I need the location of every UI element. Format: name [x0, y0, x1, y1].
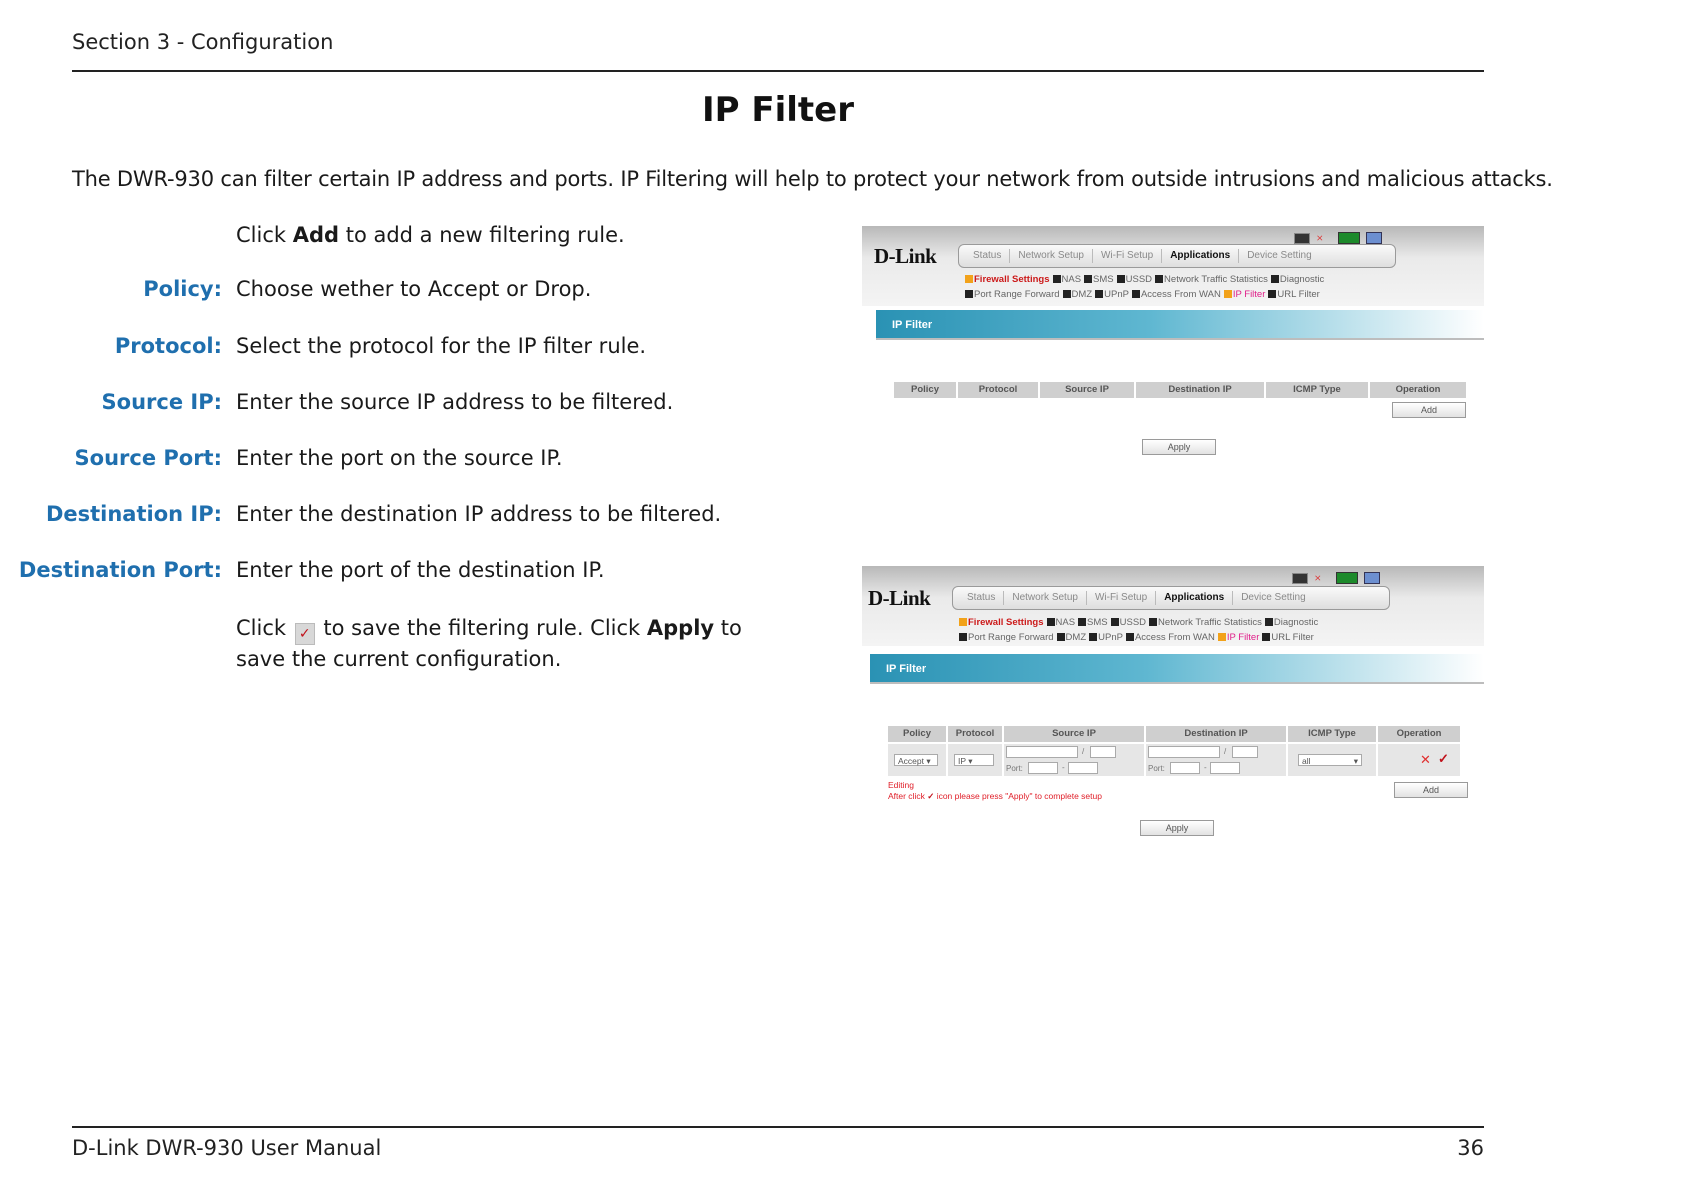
menu-arrow-icon — [1265, 618, 1273, 626]
menu-arrow-icon — [965, 275, 973, 283]
submenu-dmz[interactable]: DMZ — [1071, 289, 1093, 300]
router-tabbar — [952, 586, 1390, 610]
field-desc-policy: Choose wether to Accept or Drop. — [236, 277, 592, 301]
field-desc-source-port: Enter the port on the source IP. — [236, 446, 563, 470]
tab-wifi-setup[interactable]: Wi-Fi Setup — [1093, 249, 1162, 263]
add-instruction-pre: Click — [236, 223, 293, 247]
dlink-logo: D-Link — [868, 586, 931, 610]
page-title-bar: IP Filter — [870, 654, 1484, 684]
destination-mask-input[interactable] — [1232, 746, 1258, 758]
field-label-source-port: Source Port: — [74, 446, 222, 470]
menu-arrow-icon — [1089, 633, 1097, 641]
menu-arrow-icon — [1047, 618, 1055, 626]
field-label-destination-port: Destination Port: — [18, 558, 222, 582]
status-tray — [1294, 232, 1382, 244]
add-instruction-bold: Add — [292, 223, 340, 247]
submenu-access-from-wan[interactable]: Access From WAN — [1134, 632, 1215, 643]
menu-arrow-icon — [1126, 633, 1134, 641]
col-operation: Operation — [1378, 726, 1460, 742]
submenu-row-1 — [962, 273, 1324, 287]
col-destination-ip: Destination IP — [1146, 726, 1286, 742]
source-port-end-input[interactable] — [1068, 762, 1098, 774]
field-label-destination-ip: Destination IP: — [45, 502, 222, 526]
tab-device-setting[interactable]: Device Setting — [1241, 592, 1306, 603]
add-instruction-post: to add a new filtering rule. — [339, 223, 625, 247]
add-button[interactable]: Add — [1394, 782, 1468, 798]
status-tray — [1292, 572, 1380, 584]
tab-status[interactable]: Status — [965, 249, 1010, 263]
router-screenshot-list — [862, 226, 1484, 456]
protocol-select[interactable] — [954, 754, 994, 766]
section-header: Section 3 - Configuration — [72, 30, 334, 54]
clients-icon — [1364, 572, 1380, 584]
submenu-sms[interactable]: SMS — [1087, 617, 1108, 628]
tab-status[interactable]: Status — [959, 591, 1004, 605]
page-number: 36 — [1457, 1136, 1484, 1160]
battery-icon — [1338, 232, 1360, 244]
menu-arrow-icon — [965, 290, 973, 298]
edit-cell-source-ip — [1004, 744, 1144, 776]
apply-button[interactable]: Apply — [1142, 439, 1216, 455]
destination-port-start-input[interactable] — [1170, 762, 1200, 774]
field-label-protocol: Protocol: — [114, 334, 222, 358]
policy-select[interactable] — [894, 754, 938, 766]
tab-network-setup[interactable]: Network Setup — [1010, 249, 1093, 263]
save-instruction-mid: to save the filtering rule. Click — [316, 616, 647, 640]
field-label-source-ip: Source IP: — [101, 390, 222, 414]
icmp-select-value: all — [1302, 756, 1311, 766]
destination-ip-input[interactable] — [1148, 746, 1220, 758]
checkmark-icon: ✓ — [295, 623, 315, 645]
router-tabbar — [958, 244, 1396, 268]
field-desc-protocol: Select the protocol for the IP filter rule. — [236, 334, 647, 358]
col-icmp-type: ICMP Type — [1288, 726, 1376, 742]
hint-pre: After click — [888, 791, 928, 801]
submenu-diagnostic[interactable]: Diagnostic — [1273, 617, 1319, 628]
submenu-row-1 — [956, 616, 1318, 630]
dropdown-arrow-icon: ▾ — [926, 756, 931, 766]
submenu-firewall-settings[interactable]: Firewall Settings — [974, 274, 1050, 285]
submenu-nas[interactable]: NAS — [1061, 274, 1082, 285]
menu-arrow-icon — [1078, 618, 1086, 626]
col-icmp-type: ICMP Type — [1266, 382, 1368, 398]
menu-arrow-icon — [1053, 275, 1061, 283]
menu-arrow-icon — [1111, 618, 1119, 626]
submenu-network-traffic-statistics[interactable]: Network Traffic Statistics — [1158, 617, 1262, 628]
protocol-select-value: IP — [958, 756, 966, 766]
menu-arrow-icon — [1271, 275, 1279, 283]
submenu-firewall-settings[interactable]: Firewall Settings — [968, 617, 1044, 628]
menu-arrow-icon — [959, 618, 967, 626]
source-ip-input[interactable] — [1006, 746, 1078, 758]
tab-applications[interactable]: Applications — [1156, 591, 1233, 605]
submenu-nas[interactable]: NAS — [1055, 617, 1076, 628]
add-instruction — [236, 221, 796, 250]
submenu-port-range-forward[interactable]: Port Range Forward — [974, 289, 1060, 300]
field-desc-source-ip: Enter the source IP address to be filtered. — [236, 390, 674, 414]
submenu-access-from-wan[interactable]: Access From WAN — [1140, 289, 1221, 300]
apply-hint-note — [888, 791, 1102, 802]
battery-icon — [1336, 572, 1358, 584]
add-button[interactable]: Add — [1392, 402, 1466, 418]
confirm-check-icon[interactable]: ✓ — [1438, 751, 1449, 766]
clients-icon — [1366, 232, 1382, 244]
menu-arrow-icon — [1095, 290, 1103, 298]
sms-icon — [1292, 573, 1308, 584]
menu-arrow-icon — [1132, 290, 1140, 298]
menu-arrow-icon — [959, 633, 967, 641]
edit-row — [888, 744, 1460, 776]
filter-table-header — [888, 726, 1460, 742]
filter-table-header — [894, 382, 1466, 398]
menu-arrow-icon — [1224, 290, 1232, 298]
submenu-ip-filter[interactable]: IP Filter — [1226, 632, 1260, 643]
col-policy: Policy — [894, 382, 956, 398]
cancel-icon[interactable]: ✕ — [1420, 752, 1431, 767]
dropdown-arrow-icon: ▾ — [968, 756, 973, 766]
menu-arrow-icon — [1057, 633, 1065, 641]
source-mask-input[interactable] — [1090, 746, 1116, 758]
port-label: Port: — [1148, 764, 1165, 773]
menu-arrow-icon — [1218, 633, 1226, 641]
footer-rule — [72, 1126, 1484, 1128]
field-label-policy: Policy: — [143, 277, 222, 301]
submenu-url-filter[interactable]: URL Filter — [1277, 289, 1320, 300]
router-screenshot-editing — [862, 566, 1484, 842]
submenu-dmz[interactable]: DMZ — [1065, 632, 1087, 643]
slash-separator: / — [1224, 747, 1227, 756]
save-instruction-post: to save the current configuration. — [236, 616, 742, 671]
dlink-logo: D-Link — [874, 244, 937, 268]
edit-cell-destination-ip — [1146, 744, 1286, 776]
submenu-ussd[interactable]: USSD — [1125, 274, 1153, 285]
save-instruction-pre: Click — [236, 616, 293, 640]
menu-arrow-icon — [1155, 275, 1163, 283]
header-rule — [72, 70, 1484, 72]
intro-paragraph: The DWR-930 can filter certain IP address and ports. IP Filtering will help to protect your network from outside intrusions and malicious attacks. — [72, 167, 1553, 191]
tab-applications[interactable]: Applications — [1162, 249, 1239, 263]
menu-arrow-icon — [1268, 290, 1276, 298]
signal-icon: ⨯ — [1314, 572, 1322, 583]
edit-cell-policy — [888, 744, 946, 776]
submenu-upnp[interactable]: UPnP — [1104, 289, 1129, 300]
edit-cell-operation — [1378, 744, 1460, 776]
icmp-type-select[interactable] — [1298, 754, 1362, 766]
destination-port-end-input[interactable] — [1210, 762, 1240, 774]
submenu-url-filter[interactable]: URL Filter — [1271, 632, 1314, 643]
col-destination-ip: Destination IP — [1136, 382, 1264, 398]
submenu-network-traffic-statistics[interactable]: Network Traffic Statistics — [1164, 274, 1268, 285]
slash-separator: / — [1082, 747, 1085, 756]
edit-cell-icmp-type — [1288, 744, 1376, 776]
edit-cell-protocol — [948, 744, 1002, 776]
tab-wifi-setup[interactable]: Wi-Fi Setup — [1087, 591, 1156, 605]
dash-separator: - — [1204, 763, 1207, 772]
page-title: IP Filter — [701, 90, 855, 130]
submenu-sms[interactable]: SMS — [1093, 274, 1114, 285]
editing-note: Editing — [888, 780, 914, 790]
policy-select-value: Accept — [898, 756, 924, 766]
dash-separator: - — [1062, 763, 1065, 772]
source-port-start-input[interactable] — [1028, 762, 1058, 774]
submenu-ussd[interactable]: USSD — [1119, 617, 1147, 628]
submenu-port-range-forward[interactable]: Port Range Forward — [968, 632, 1054, 643]
menu-arrow-icon — [1149, 618, 1157, 626]
dropdown-arrow-icon: ▾ — [1353, 756, 1358, 766]
tab-device-setting[interactable]: Device Setting — [1247, 250, 1312, 261]
sms-icon — [1294, 233, 1310, 244]
col-operation: Operation — [1370, 382, 1466, 398]
save-instruction-bold: Apply — [646, 616, 715, 640]
apply-button[interactable]: Apply — [1140, 820, 1214, 836]
submenu-upnp[interactable]: UPnP — [1098, 632, 1123, 643]
checkmark-icon: ✓ — [927, 791, 935, 801]
menu-arrow-icon — [1117, 275, 1125, 283]
col-source-ip: Source IP — [1040, 382, 1134, 398]
port-label: Port: — [1006, 764, 1023, 773]
col-protocol: Protocol — [948, 726, 1002, 742]
page-title-bar: IP Filter — [876, 310, 1484, 340]
menu-arrow-icon — [1084, 275, 1092, 283]
footer-manual-title: D-Link DWR-930 User Manual — [72, 1136, 382, 1160]
field-desc-destination-port: Enter the port of the destination IP. — [236, 558, 605, 582]
menu-arrow-icon — [1063, 290, 1071, 298]
col-protocol: Protocol — [958, 382, 1038, 398]
col-source-ip: Source IP — [1004, 726, 1144, 742]
menu-arrow-icon — [1262, 633, 1270, 641]
submenu-row-2 — [962, 288, 1320, 302]
col-policy: Policy — [888, 726, 946, 742]
signal-icon: ⨯ — [1316, 232, 1324, 243]
submenu-diagnostic[interactable]: Diagnostic — [1279, 274, 1325, 285]
submenu-ip-filter[interactable]: IP Filter — [1232, 289, 1266, 300]
hint-post: icon please press "Apply" to complete setup — [934, 791, 1102, 801]
submenu-row-2 — [956, 631, 1314, 645]
tab-network-setup[interactable]: Network Setup — [1004, 591, 1087, 605]
field-desc-destination-ip: Enter the destination IP address to be filtered. — [236, 502, 722, 526]
save-instruction — [236, 614, 796, 674]
